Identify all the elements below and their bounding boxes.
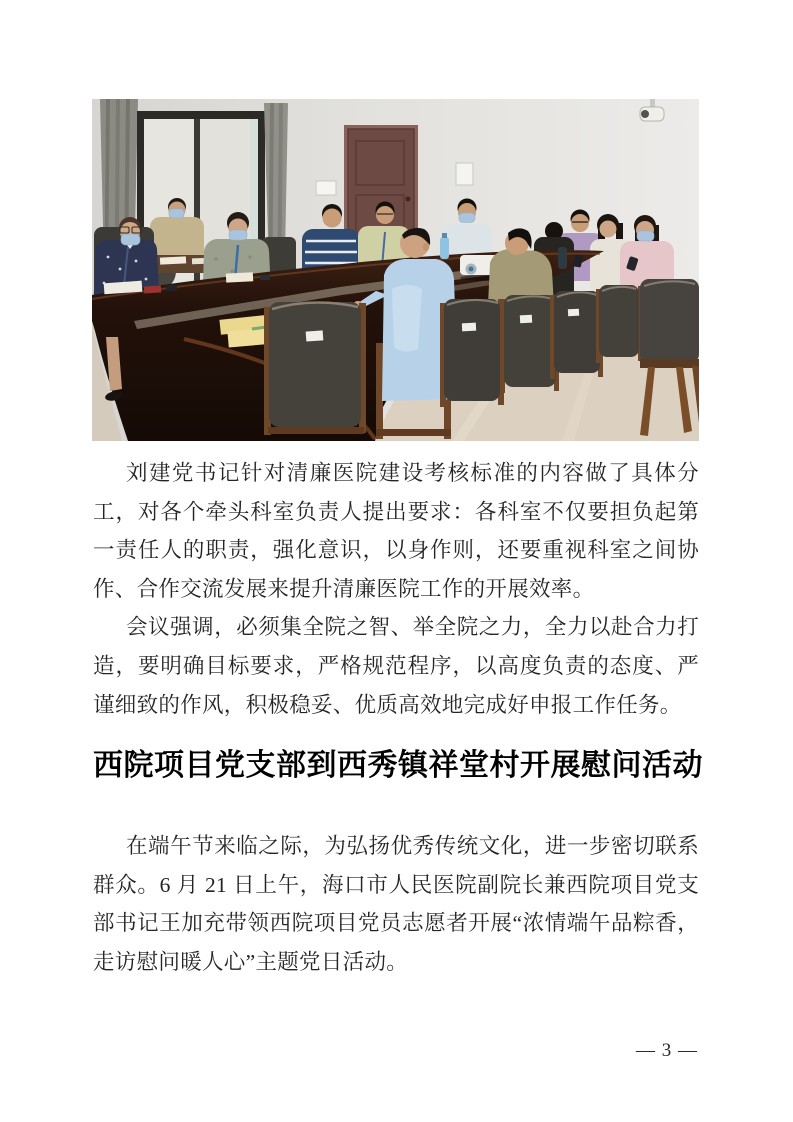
meeting-photo: [92, 99, 699, 441]
paragraph: 在端午节来临之际，为弘扬优秀传统文化，进一步密切联系群众。6 月 21 日上午，海口市人民医院副院长兼西院项目党支部书记王加充带领西院项目党员志愿者开展“浓情端午品粽香，走访慰问暖人心”主题党日活动。: [93, 834, 699, 974]
chair-4: [550, 291, 603, 379]
chair-2: [440, 299, 504, 407]
thermostat-panel: [316, 181, 336, 195]
page-number: — 3 —: [636, 1040, 698, 1061]
article-title: 西院项目党支部到西秀镇祥堂村开展慰问活动: [93, 749, 703, 782]
paragraph: 刘建党书记针对清廉医院建设考核标准的内容做了具体分工，对各个牵头科室负责人提出要求：各科室不仅要担负起第一责任人的职责，强化意识，以身作则，还要重视科室之间协作、合作交流发展来提升清廉医院工作的开展效率。: [93, 461, 699, 601]
chair-large: [264, 302, 366, 435]
article-previous-body: [93, 454, 699, 724]
article-body: [93, 827, 699, 981]
light-switch: [456, 163, 473, 185]
chair-5: [596, 285, 642, 363]
paragraph: 会议强调，必须集全院之智、举全院之力，全力以赴合力打造，要明确目标要求，严格规范程序，以高度负责的态度、严谨细致的作风，积极稳妥、优质高效地完成好申报工作任务。: [93, 615, 699, 717]
